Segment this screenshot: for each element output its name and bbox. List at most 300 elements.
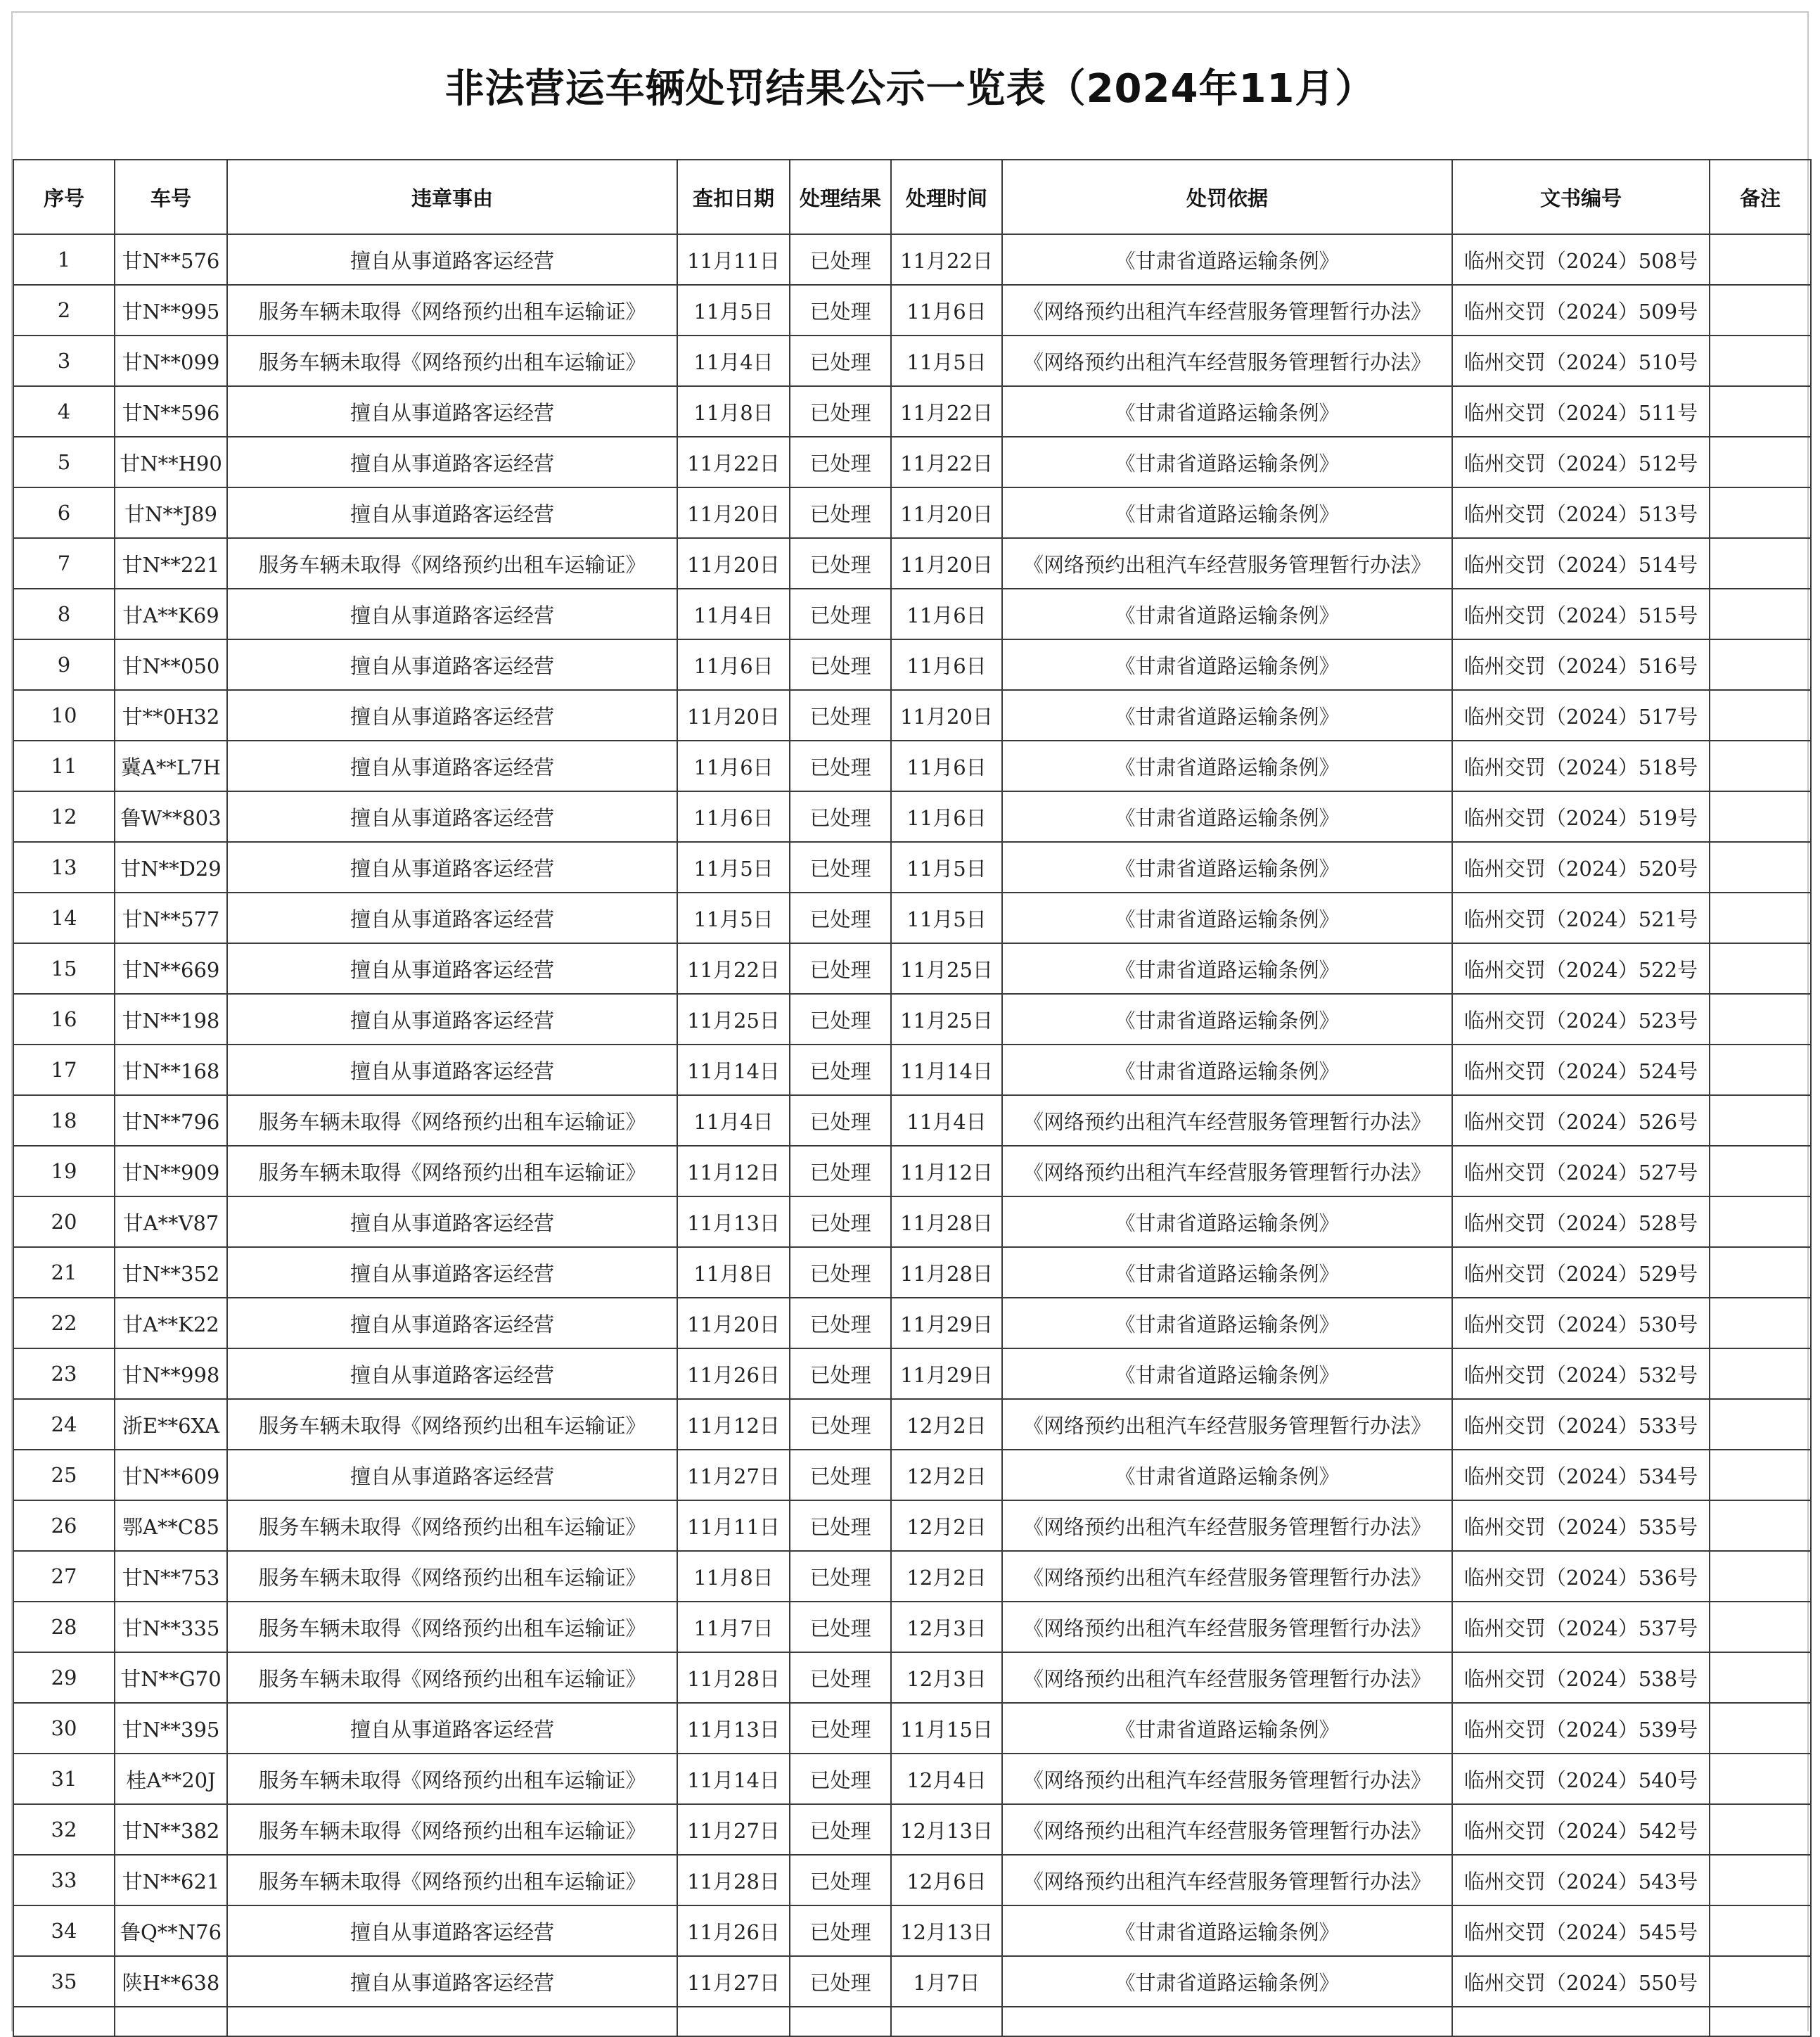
cell-process-date: 11月25日	[891, 943, 1002, 994]
cell-seq: 25	[13, 1450, 115, 1500]
cell-seq: 8	[13, 589, 115, 639]
table-row	[13, 1298, 1811, 1348]
table-row	[13, 1045, 1811, 1095]
cell-seq: 10	[13, 690, 115, 741]
cell-result: 已处理	[790, 741, 891, 791]
cell-violation: 擅自从事道路客运经营	[227, 791, 677, 842]
table-row	[13, 1703, 1811, 1754]
cell-remark	[1710, 1095, 1811, 1146]
table-row	[13, 1804, 1811, 1855]
cell-basis: 《甘肃省道路运输条例》	[1002, 1905, 1452, 1956]
cell-remark	[1710, 1146, 1811, 1196]
cell-basis: 《甘肃省道路运输条例》	[1002, 1045, 1452, 1095]
cell-seize-date: 11月6日	[677, 741, 790, 791]
cell-basis: 《甘肃省道路运输条例》	[1002, 386, 1452, 437]
cell-seq: 13	[13, 842, 115, 893]
cell-process-date: 11月29日	[891, 1298, 1002, 1348]
cell-plate: 甘N**G70	[115, 1652, 227, 1703]
cell-remark	[1710, 1247, 1811, 1298]
cell-seize-date: 11月22日	[677, 437, 790, 487]
cell-result: 已处理	[790, 285, 891, 336]
cell-result: 已处理	[790, 234, 891, 285]
cell-plate: 甘N**995	[115, 285, 227, 336]
cell-plate: 甘N**669	[115, 943, 227, 994]
cell-plate: 甘N**H90	[115, 437, 227, 487]
cell-remark	[1710, 842, 1811, 893]
cell-remark	[1710, 639, 1811, 690]
cell-plate: 冀A**L7H	[115, 741, 227, 791]
cell-result: 已处理	[790, 1348, 891, 1399]
table-row	[13, 1146, 1811, 1196]
cell-violation: 服务车辆未取得《网络预约出租车运输证》	[227, 1551, 677, 1602]
header-seize-date: 查扣日期	[677, 160, 790, 234]
cell-result: 已处理	[790, 1602, 891, 1652]
cell-seq: 24	[13, 1399, 115, 1450]
cell-process-date: 11月6日	[891, 741, 1002, 791]
cell-basis: 《甘肃省道路运输条例》	[1002, 1956, 1452, 2007]
cell-result: 已处理	[790, 842, 891, 893]
cell-process-date: 11月22日	[891, 437, 1002, 487]
cell-violation: 擅自从事道路客运经营	[227, 639, 677, 690]
cell-process-date: 12月2日	[891, 1500, 1002, 1551]
cell-plate: 甘N**335	[115, 1602, 227, 1652]
cell-violation: 擅自从事道路客运经营	[227, 842, 677, 893]
cell-process-date: 12月3日	[891, 1652, 1002, 1703]
cell-seize-date: 11月27日	[677, 1450, 790, 1500]
cell-seize-date: 11月4日	[677, 1095, 790, 1146]
cell-remark	[1710, 589, 1811, 639]
cell-seq: 23	[13, 1348, 115, 1399]
cell-remark	[1710, 1551, 1811, 1602]
cell-basis: 《网络预约出租汽车经营服务管理暂行办法》	[1002, 1095, 1452, 1146]
cell-basis: 《甘肃省道路运输条例》	[1002, 1450, 1452, 1500]
empty-cell	[115, 2007, 227, 2036]
cell-seq: 31	[13, 1754, 115, 1804]
cell-plate: 桂A**20J	[115, 1754, 227, 1804]
cell-seize-date: 11月8日	[677, 1247, 790, 1298]
cell-seize-date: 11月20日	[677, 487, 790, 538]
table-row	[13, 1905, 1811, 1956]
cell-document-no: 临州交罚（2024）512号	[1452, 437, 1710, 487]
cell-basis: 《甘肃省道路运输条例》	[1002, 1703, 1452, 1754]
cell-result: 已处理	[790, 1956, 891, 2007]
cell-result: 已处理	[790, 1804, 891, 1855]
cell-seize-date: 11月20日	[677, 538, 790, 589]
table-row	[13, 1196, 1811, 1247]
cell-result: 已处理	[790, 1905, 891, 1956]
cell-result: 已处理	[790, 589, 891, 639]
table-row	[13, 1500, 1811, 1551]
cell-violation: 服务车辆未取得《网络预约出租车运输证》	[227, 1500, 677, 1551]
cell-seize-date: 11月6日	[677, 639, 790, 690]
cell-result: 已处理	[790, 1399, 891, 1450]
cell-remark	[1710, 234, 1811, 285]
cell-process-date: 12月2日	[891, 1551, 1002, 1602]
cell-violation: 服务车辆未取得《网络预约出租车运输证》	[227, 1399, 677, 1450]
cell-document-no: 临州交罚（2024）526号	[1452, 1095, 1710, 1146]
cell-remark	[1710, 1855, 1811, 1905]
cell-violation: 擅自从事道路客运经营	[227, 943, 677, 994]
document-sheet	[11, 11, 1809, 2031]
cell-plate: 甘N**168	[115, 1045, 227, 1095]
cell-remark	[1710, 1450, 1811, 1500]
cell-seize-date: 11月7日	[677, 1602, 790, 1652]
cell-basis: 《甘肃省道路运输条例》	[1002, 1298, 1452, 1348]
cell-basis: 《甘肃省道路运输条例》	[1002, 943, 1452, 994]
table-row	[13, 234, 1811, 285]
cell-basis: 《网络预约出租汽车经营服务管理暂行办法》	[1002, 1855, 1452, 1905]
cell-process-date: 11月5日	[891, 893, 1002, 943]
cell-process-date: 11月29日	[891, 1348, 1002, 1399]
cell-process-date: 11月28日	[891, 1247, 1002, 1298]
table-row	[13, 1551, 1811, 1602]
cell-remark	[1710, 1298, 1811, 1348]
cell-document-no: 临州交罚（2024）545号	[1452, 1905, 1710, 1956]
cell-process-date: 11月6日	[891, 589, 1002, 639]
cell-violation: 擅自从事道路客运经营	[227, 690, 677, 741]
cell-result: 已处理	[790, 1247, 891, 1298]
cell-remark	[1710, 1602, 1811, 1652]
cell-seq: 26	[13, 1500, 115, 1551]
cell-process-date: 12月13日	[891, 1905, 1002, 1956]
cell-violation: 擅自从事道路客运经营	[227, 437, 677, 487]
cell-seize-date: 11月25日	[677, 994, 790, 1045]
cell-result: 已处理	[790, 1551, 891, 1602]
cell-document-no: 临州交罚（2024）533号	[1452, 1399, 1710, 1450]
cell-basis: 《甘肃省道路运输条例》	[1002, 741, 1452, 791]
cell-document-no: 临州交罚（2024）509号	[1452, 285, 1710, 336]
cell-remark	[1710, 1905, 1811, 1956]
cell-document-no: 临州交罚（2024）538号	[1452, 1652, 1710, 1703]
cell-result: 已处理	[790, 893, 891, 943]
cell-process-date: 12月6日	[891, 1855, 1002, 1905]
cell-seize-date: 11月14日	[677, 1754, 790, 1804]
empty-cell	[227, 2007, 677, 2036]
cell-plate: 甘N**099	[115, 336, 227, 386]
cell-basis: 《网络预约出租汽车经营服务管理暂行办法》	[1002, 1754, 1452, 1804]
cell-basis: 《网络预约出租汽车经营服务管理暂行办法》	[1002, 336, 1452, 386]
cell-remark	[1710, 386, 1811, 437]
cell-process-date: 11月6日	[891, 791, 1002, 842]
cell-seq: 5	[13, 437, 115, 487]
cell-plate: 甘N**998	[115, 1348, 227, 1399]
cell-result: 已处理	[790, 994, 891, 1045]
cell-remark	[1710, 538, 1811, 589]
cell-process-date: 11月15日	[891, 1703, 1002, 1754]
cell-seize-date: 11月26日	[677, 1348, 790, 1399]
cell-document-no: 临州交罚（2024）516号	[1452, 639, 1710, 690]
cell-violation: 擅自从事道路客运经营	[227, 589, 677, 639]
cell-result: 已处理	[790, 1652, 891, 1703]
cell-process-date: 12月2日	[891, 1399, 1002, 1450]
cell-result: 已处理	[790, 1754, 891, 1804]
cell-violation: 服务车辆未取得《网络预约出租车运输证》	[227, 1146, 677, 1196]
cell-seq: 16	[13, 994, 115, 1045]
cell-plate: 甘N**596	[115, 386, 227, 437]
cell-remark	[1710, 487, 1811, 538]
cell-seize-date: 11月22日	[677, 943, 790, 994]
cell-plate: 甘N**909	[115, 1146, 227, 1196]
penalty-table	[13, 159, 1812, 2037]
cell-violation: 擅自从事道路客运经营	[227, 1247, 677, 1298]
cell-seq: 28	[13, 1602, 115, 1652]
cell-seize-date: 11月13日	[677, 1196, 790, 1247]
cell-document-no: 临州交罚（2024）508号	[1452, 234, 1710, 285]
cell-violation: 擅自从事道路客运经营	[227, 893, 677, 943]
cell-seq: 2	[13, 285, 115, 336]
cell-plate: 甘N**050	[115, 639, 227, 690]
header-process-date: 处理时间	[891, 160, 1002, 234]
table-row	[13, 1956, 1811, 2007]
cell-basis: 《网络预约出租汽车经营服务管理暂行办法》	[1002, 1146, 1452, 1196]
cell-seq: 34	[13, 1905, 115, 1956]
cell-plate: 浙E**6XA	[115, 1399, 227, 1450]
cell-remark	[1710, 437, 1811, 487]
cell-result: 已处理	[790, 1703, 891, 1754]
cell-document-no: 临州交罚（2024）529号	[1452, 1247, 1710, 1298]
cell-plate: 甘N**D29	[115, 842, 227, 893]
empty-cell	[1452, 2007, 1710, 2036]
cell-process-date: 11月22日	[891, 234, 1002, 285]
cell-document-no: 临州交罚（2024）534号	[1452, 1450, 1710, 1500]
cell-seq: 11	[13, 741, 115, 791]
cell-basis: 《网络预约出租汽车经营服务管理暂行办法》	[1002, 285, 1452, 336]
header-basis: 处罚依据	[1002, 160, 1452, 234]
table-row-cutoff	[13, 2007, 1811, 2036]
cell-process-date: 11月6日	[891, 639, 1002, 690]
cell-violation: 擅自从事道路客运经营	[227, 386, 677, 437]
table-row	[13, 1855, 1811, 1905]
cell-violation: 擅自从事道路客运经营	[227, 1298, 677, 1348]
table-row	[13, 791, 1811, 842]
cell-seq: 27	[13, 1551, 115, 1602]
cell-basis: 《甘肃省道路运输条例》	[1002, 437, 1452, 487]
cell-seize-date: 11月27日	[677, 1804, 790, 1855]
cell-result: 已处理	[790, 690, 891, 741]
cell-basis: 《甘肃省道路运输条例》	[1002, 994, 1452, 1045]
cell-violation: 擅自从事道路客运经营	[227, 994, 677, 1045]
cell-seq: 4	[13, 386, 115, 437]
cell-plate: 甘N**395	[115, 1703, 227, 1754]
cell-process-date: 11月20日	[891, 487, 1002, 538]
cell-process-date: 12月2日	[891, 1450, 1002, 1500]
cell-basis: 《甘肃省道路运输条例》	[1002, 791, 1452, 842]
cell-seize-date: 11月20日	[677, 1298, 790, 1348]
cell-seize-date: 11月5日	[677, 893, 790, 943]
cell-plate: 甘**0H32	[115, 690, 227, 741]
cell-basis: 《甘肃省道路运输条例》	[1002, 487, 1452, 538]
cell-plate: 鲁W**803	[115, 791, 227, 842]
cell-seq: 9	[13, 639, 115, 690]
cell-result: 已处理	[790, 1298, 891, 1348]
cell-violation: 服务车辆未取得《网络预约出租车运输证》	[227, 538, 677, 589]
cell-seq: 3	[13, 336, 115, 386]
cell-violation: 服务车辆未取得《网络预约出租车运输证》	[227, 1804, 677, 1855]
cell-plate: 甘N**576	[115, 234, 227, 285]
cell-seize-date: 11月28日	[677, 1855, 790, 1905]
table-row	[13, 741, 1811, 791]
cell-document-no: 临州交罚（2024）537号	[1452, 1602, 1710, 1652]
table-row	[13, 1095, 1811, 1146]
cell-remark	[1710, 690, 1811, 741]
cell-process-date: 11月20日	[891, 538, 1002, 589]
cell-remark	[1710, 791, 1811, 842]
cell-document-no: 临州交罚（2024）542号	[1452, 1804, 1710, 1855]
cell-seize-date: 11月6日	[677, 791, 790, 842]
cell-process-date: 12月4日	[891, 1754, 1002, 1804]
cell-document-no: 临州交罚（2024）532号	[1452, 1348, 1710, 1399]
cell-seize-date: 11月12日	[677, 1399, 790, 1450]
table-row	[13, 943, 1811, 994]
cell-seize-date: 11月8日	[677, 386, 790, 437]
cell-violation: 服务车辆未取得《网络预约出租车运输证》	[227, 1602, 677, 1652]
cell-plate: 甘A**V87	[115, 1196, 227, 1247]
cell-document-no: 临州交罚（2024）535号	[1452, 1500, 1710, 1551]
cell-basis: 《甘肃省道路运输条例》	[1002, 1196, 1452, 1247]
header-result: 处理结果	[790, 160, 891, 234]
cell-basis: 《网络预约出租汽车经营服务管理暂行办法》	[1002, 1500, 1452, 1551]
cell-process-date: 11月20日	[891, 690, 1002, 741]
cell-remark	[1710, 336, 1811, 386]
cell-basis: 《网络预约出租汽车经营服务管理暂行办法》	[1002, 1399, 1452, 1450]
cell-plate: 甘N**198	[115, 994, 227, 1045]
cell-seq: 33	[13, 1855, 115, 1905]
cell-seize-date: 11月28日	[677, 1652, 790, 1703]
cell-remark	[1710, 285, 1811, 336]
cell-seize-date: 11月4日	[677, 589, 790, 639]
cell-document-no: 临州交罚（2024）511号	[1452, 386, 1710, 437]
table-header-row	[13, 160, 1811, 234]
cell-remark	[1710, 994, 1811, 1045]
cell-remark	[1710, 1703, 1811, 1754]
cell-basis: 《网络预约出租汽车经营服务管理暂行办法》	[1002, 1652, 1452, 1703]
table-row	[13, 893, 1811, 943]
cell-result: 已处理	[790, 791, 891, 842]
cell-violation: 擅自从事道路客运经营	[227, 234, 677, 285]
empty-cell	[891, 2007, 1002, 2036]
cell-process-date: 11月6日	[891, 285, 1002, 336]
cell-basis: 《甘肃省道路运输条例》	[1002, 234, 1452, 285]
cell-violation: 擅自从事道路客运经营	[227, 487, 677, 538]
cell-process-date: 11月22日	[891, 386, 1002, 437]
cell-seize-date: 11月26日	[677, 1905, 790, 1956]
table-row	[13, 1602, 1811, 1652]
table-row	[13, 690, 1811, 741]
cell-plate: 甘A**K69	[115, 589, 227, 639]
cell-plate: 甘N**352	[115, 1247, 227, 1298]
cell-violation: 擅自从事道路客运经营	[227, 741, 677, 791]
cell-plate: 甘N**796	[115, 1095, 227, 1146]
cell-seize-date: 11月11日	[677, 234, 790, 285]
table-row	[13, 386, 1811, 437]
cell-result: 已处理	[790, 1045, 891, 1095]
cell-seq: 6	[13, 487, 115, 538]
cell-seq: 35	[13, 1956, 115, 2007]
cell-document-no: 临州交罚（2024）520号	[1452, 842, 1710, 893]
cell-process-date: 11月14日	[891, 1045, 1002, 1095]
cell-plate: 鲁Q**N76	[115, 1905, 227, 1956]
cell-plate: 鄂A**C85	[115, 1500, 227, 1551]
empty-cell	[1710, 2007, 1811, 2036]
table-row	[13, 1450, 1811, 1500]
cell-remark	[1710, 1754, 1811, 1804]
cell-seize-date: 11月5日	[677, 842, 790, 893]
cell-result: 已处理	[790, 336, 891, 386]
cell-violation: 擅自从事道路客运经营	[227, 1956, 677, 2007]
cell-basis: 《甘肃省道路运输条例》	[1002, 1247, 1452, 1298]
cell-process-date: 11月4日	[891, 1095, 1002, 1146]
cell-plate: 甘N**J89	[115, 487, 227, 538]
cell-remark	[1710, 1956, 1811, 2007]
table-row	[13, 1754, 1811, 1804]
cell-document-no: 临州交罚（2024）514号	[1452, 538, 1710, 589]
document-title: 非法营运车辆处罚结果公示一览表（2024年11月）	[444, 66, 1376, 112]
cell-seize-date: 11月20日	[677, 690, 790, 741]
table-row	[13, 842, 1811, 893]
cell-plate: 甘N**577	[115, 893, 227, 943]
cell-remark	[1710, 1045, 1811, 1095]
cell-seize-date: 11月27日	[677, 1956, 790, 2007]
cell-violation: 服务车辆未取得《网络预约出租车运输证》	[227, 336, 677, 386]
cell-document-no: 临州交罚（2024）543号	[1452, 1855, 1710, 1905]
cell-process-date: 11月28日	[891, 1196, 1002, 1247]
cell-plate: 甘N**382	[115, 1804, 227, 1855]
cell-basis: 《网络预约出租汽车经营服务管理暂行办法》	[1002, 1551, 1452, 1602]
cell-document-no: 临州交罚（2024）524号	[1452, 1045, 1710, 1095]
cell-result: 已处理	[790, 1500, 891, 1551]
cell-remark	[1710, 1348, 1811, 1399]
cell-seize-date: 11月5日	[677, 285, 790, 336]
cell-violation: 服务车辆未取得《网络预约出租车运输证》	[227, 1652, 677, 1703]
table-row	[13, 589, 1811, 639]
cell-result: 已处理	[790, 487, 891, 538]
cell-process-date: 11月25日	[891, 994, 1002, 1045]
cell-document-no: 临州交罚（2024）540号	[1452, 1754, 1710, 1804]
cell-document-no: 临州交罚（2024）519号	[1452, 791, 1710, 842]
cell-seq: 22	[13, 1298, 115, 1348]
cell-process-date: 11月5日	[891, 336, 1002, 386]
table-row	[13, 437, 1811, 487]
cell-seize-date: 11月4日	[677, 336, 790, 386]
cell-result: 已处理	[790, 1146, 891, 1196]
header-seq: 序号	[13, 160, 115, 234]
cell-seq: 30	[13, 1703, 115, 1754]
header-plate: 车号	[115, 160, 227, 234]
cell-result: 已处理	[790, 1450, 891, 1500]
cell-basis: 《甘肃省道路运输条例》	[1002, 1348, 1452, 1399]
cell-seq: 17	[13, 1045, 115, 1095]
cell-seq: 20	[13, 1196, 115, 1247]
cell-remark	[1710, 1196, 1811, 1247]
table-row	[13, 639, 1811, 690]
cell-document-no: 临州交罚（2024）550号	[1452, 1956, 1710, 2007]
cell-result: 已处理	[790, 538, 891, 589]
cell-seize-date: 11月8日	[677, 1551, 790, 1602]
table-row	[13, 1247, 1811, 1298]
empty-cell	[13, 2007, 115, 2036]
cell-seq: 19	[13, 1146, 115, 1196]
cell-violation: 擅自从事道路客运经营	[227, 1045, 677, 1095]
cell-process-date: 1月7日	[891, 1956, 1002, 2007]
cell-violation: 擅自从事道路客运经营	[227, 1450, 677, 1500]
cell-document-no: 临州交罚（2024）517号	[1452, 690, 1710, 741]
cell-plate: 甘N**621	[115, 1855, 227, 1905]
cell-plate: 陕H**638	[115, 1956, 227, 2007]
cell-plate: 甘N**221	[115, 538, 227, 589]
cell-remark	[1710, 943, 1811, 994]
cell-remark	[1710, 893, 1811, 943]
cell-seq: 18	[13, 1095, 115, 1146]
